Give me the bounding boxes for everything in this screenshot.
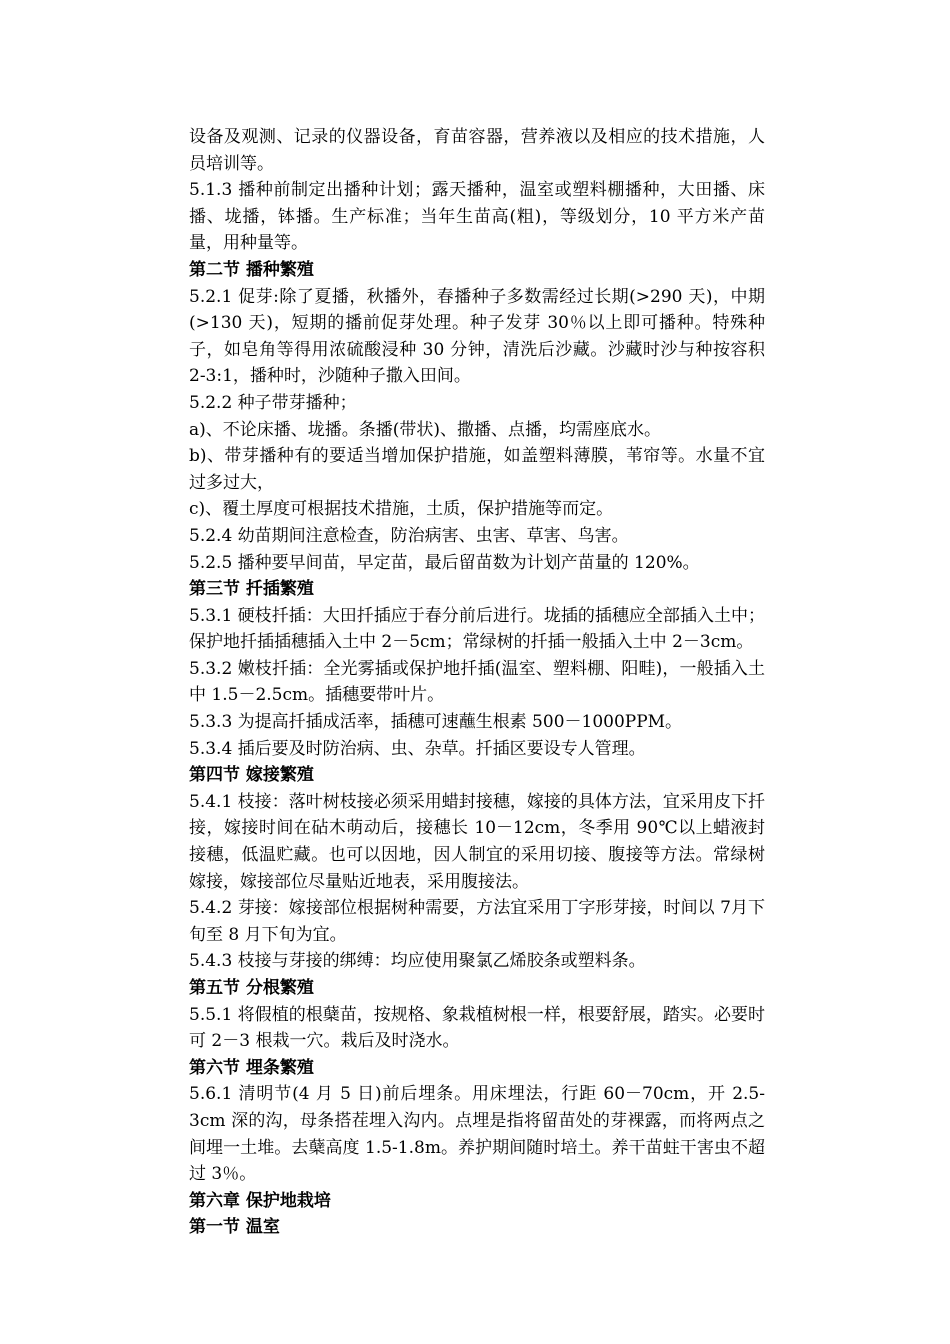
body-paragraph: 5.2.4 幼苗期间注意检查，防治病害、虫害、草害、鸟害。 bbox=[189, 525, 629, 546]
section-heading: 第三节 扦插繁殖 bbox=[189, 579, 314, 600]
body-paragraph: 5.5.1 将假植的根蘖苗，按规格、象栽植树根一样，根要舒展，踏实。必要时可 2－3 根栽一穴。栽后及时浇水。 bbox=[189, 1004, 765, 1052]
document-body bbox=[189, 124, 765, 1241]
body-paragraph: 5.4.3 枝接与芽接的绑缚：均应使用聚氯乙烯胶条或塑料条。 bbox=[189, 951, 646, 972]
section-heading: 第六章 保护地栽培 bbox=[189, 1190, 331, 1211]
body-paragraph: 5.3.2 嫩枝扦插：全光雾插或保护地扦插(温室、塑料棚、阳畦)，一般插入土中 1.5－2.5cm。插穗要带叶片。 bbox=[189, 658, 765, 706]
body-paragraph: 5.3.4 插后要及时防治病、虫、杂草。扦插区要设专人管理。 bbox=[189, 738, 646, 759]
body-paragraph: b)、带芽播种有的要适当增加保护措施，如盖塑料薄膜，苇帘等。水量不宜过多过大， bbox=[189, 446, 765, 493]
body-paragraph: 设备及观测、记录的仪器设备，育苗容器，营养液以及相应的技术措施，人员培训等。 bbox=[189, 127, 765, 174]
body-paragraph: 5.1.3 播种前制定出播种计划；露天播种，温室或塑料棚播种，大田播、床播、垅播，钵播。生产标准；当年生苗高(粗)，等级划分，10 平方米产苗量，用种量等。 bbox=[189, 180, 765, 254]
section-heading: 第四节 嫁接繁殖 bbox=[189, 765, 314, 786]
body-paragraph: 5.2.5 播种要早间苗，早定苗，最后留苗数为计划产苗量的 120%。 bbox=[189, 552, 700, 573]
section-heading: 第五节 分根繁殖 bbox=[189, 978, 314, 998]
section-heading: 第一节 温室 bbox=[189, 1217, 280, 1238]
body-paragraph: a)、不论床播、垅播。条播(带状)、撒播、点播，均需座底水。 bbox=[189, 419, 662, 440]
body-paragraph: 5.3.1 硬枝扦插：大田扦插应于春分前后进行。垅插的插穗应全部插入土中；保护地扦插插穗插入土中 2－5cm；常绿树的扦插一般插入土中 2－3cm。 bbox=[189, 605, 765, 653]
body-paragraph: c)、覆土厚度可根据技术措施，土质，保护措施等而定。 bbox=[189, 499, 614, 520]
section-heading: 第二节 播种繁殖 bbox=[189, 259, 314, 280]
body-paragraph: 5.2.1 促芽:除了夏播，秋播外，春播种子多数需经过长期(>290 天)，中期(>130 天)，短期的播前促芽处理。种子发芽 30％以上即可播种。特殊种子，如皂角等得用浓硫酸浸种 30 分钟，清洗后沙藏。沙藏时沙与种按容积 2-3:1，播种时，沙随种子撒入田间。 bbox=[189, 286, 765, 387]
body-paragraph: 5.6.1 清明节(4 月 5 日)前后埋条。用床埋法，行距 60－70cm，开 2.5-3cm 深的沟，母条搭茬埋入沟内。点埋是指将留苗处的芽裸露，而将两点之间埋一土堆。去蘖高度 1.5-1.8m。养护期间随时培土。养干苗蛀干害虫不超过 3％。 bbox=[189, 1084, 765, 1185]
body-paragraph: 5.4.2 芽接：嫁接部位根据树种需要，方法宜采用丁字形芽接，时间以 7月下旬至 8 月下旬为宜。 bbox=[189, 898, 765, 945]
body-paragraph: 5.4.1 枝接：落叶树枝接必须采用蜡封接穗，嫁接的具体方法，宜采用皮下扦接，嫁接时间在砧木萌动后，接穗长 10－12cm，冬季用 90℃以上蜡液封接穗，低温贮藏。也可以因地，因人制宜的采用切接、腹接等方法。常绿树嫁接，嫁接部位尽量贴近地表，采用腹接法。 bbox=[189, 791, 765, 892]
section-heading: 第六节 埋条繁殖 bbox=[189, 1057, 314, 1078]
body-paragraph: 5.3.3 为提高扦插成活率，插穗可速蘸生根素 500－1000PPM。 bbox=[189, 712, 683, 733]
body-paragraph: 5.2.2 种子带芽播种； bbox=[189, 392, 357, 413]
